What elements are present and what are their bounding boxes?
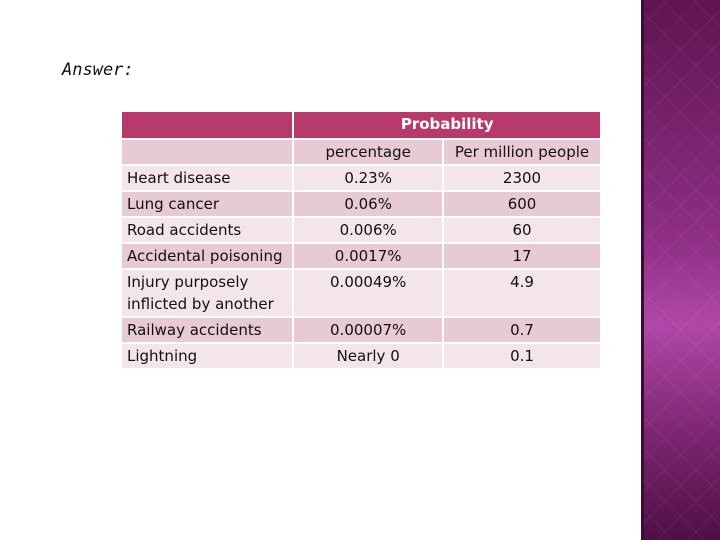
cause-cell: Injury purposely inflicted by another	[122, 270, 292, 316]
per-million-cell: 2300	[444, 166, 600, 190]
cause-cell: Road accidents	[122, 218, 292, 242]
cause-cell: Lung cancer	[122, 192, 292, 216]
table-row	[122, 192, 600, 216]
percentage-cell: 0.00049%	[294, 270, 442, 316]
per-million-cell: 4.9	[444, 270, 600, 316]
percentage-cell: 0.00007%	[294, 318, 442, 342]
per-million-cell: 0.1	[444, 344, 600, 368]
probability-table	[120, 110, 602, 370]
cause-cell: Heart disease	[122, 166, 292, 190]
decorative-side-panel	[641, 0, 720, 540]
table-row	[122, 244, 600, 268]
per-million-cell: 600	[444, 192, 600, 216]
column-header-percentage: percentage	[294, 140, 442, 164]
answer-label: Answer:	[62, 60, 134, 80]
percentage-cell: Nearly 0	[294, 344, 442, 368]
percentage-cell: 0.0017%	[294, 244, 442, 268]
table-row	[122, 318, 600, 342]
probability-header: Probability	[294, 112, 600, 138]
per-million-cell: 17	[444, 244, 600, 268]
table-row	[122, 166, 600, 190]
cause-cell: Accidental poisoning	[122, 244, 292, 268]
percentage-cell: 0.06%	[294, 192, 442, 216]
percentage-cell: 0.23%	[294, 166, 442, 190]
subheader-empty-cell	[122, 140, 292, 164]
table-row	[122, 344, 600, 368]
table-row	[122, 218, 600, 242]
cause-cell: Lightning	[122, 344, 292, 368]
header-empty-cell	[122, 112, 292, 138]
per-million-cell: 60	[444, 218, 600, 242]
table-row	[122, 270, 600, 316]
cause-cell: Railway accidents	[122, 318, 292, 342]
column-header-per-million: Per million people	[444, 140, 600, 164]
per-million-cell: 0.7	[444, 318, 600, 342]
percentage-cell: 0.006%	[294, 218, 442, 242]
